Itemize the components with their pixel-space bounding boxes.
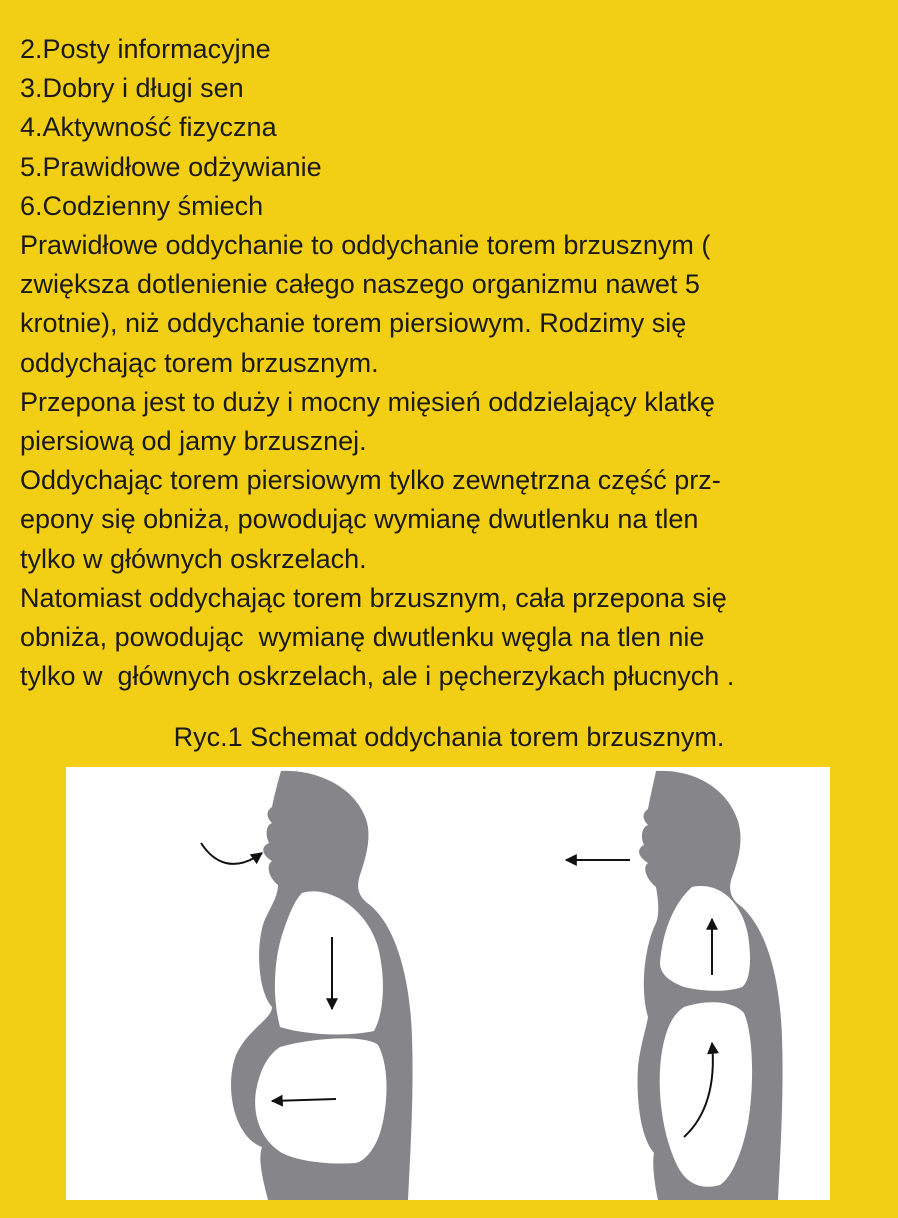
paragraph-line: Przepona jest to duży i mocny mięsień oddzielający klatkę <box>20 386 715 417</box>
paragraph-line: Prawidłowe oddychanie to oddychanie torem brzusznym ( <box>20 230 711 261</box>
list-item: 2.Posty informacyjne <box>20 34 271 64</box>
list-item: 4.Aktywność fizyczna <box>20 112 277 143</box>
paragraph-line: piersiową od jamy brzusznej. <box>20 426 367 457</box>
air-in-arrow <box>201 843 262 864</box>
paragraph-line: Natomiast oddychając torem brzusznym, cała przepona się <box>20 582 727 613</box>
paragraph-line: obniża, powodując wymianę dwutlenku węgla na tlen nie <box>20 622 705 653</box>
paragraph-line: zwiększa dotlenienie całego naszego organizmu nawet 5 <box>20 269 700 300</box>
paragraph-line: tylko w głównych oskrzelach, ale i pęcherzykach płucnych . <box>20 661 735 692</box>
paragraph-diaphragm <box>20 383 890 461</box>
exhale-figure <box>566 771 783 1200</box>
breathing-diagram <box>66 767 830 1200</box>
paragraph-line: krotnie), niż oddychanie torem piersiowym. Rodzimy się <box>20 308 687 339</box>
tips-list <box>20 30 890 226</box>
paragraph-line: epony się obniża, powodując wymianę dwutlenku na tlen <box>20 504 699 535</box>
paragraph-breathing <box>20 226 890 383</box>
list-item: 3.Dobry i długi sen <box>20 73 244 104</box>
article-text <box>20 30 890 696</box>
figure-caption: Ryc.1 Schemat oddychania torem brzusznym. <box>173 722 725 752</box>
paragraph-chest-breathing <box>20 461 890 579</box>
list-item: 6.Codzienny śmiech <box>20 190 264 221</box>
paragraph-abdominal-breathing <box>20 579 890 697</box>
inhale-figure <box>201 771 413 1200</box>
paragraph-line: Oddychając torem piersiowym tylko zewnętrzna część prz- <box>20 465 721 496</box>
paragraph-line: tylko w głównych oskrzelach. <box>20 543 367 574</box>
list-item: 5.Prawidłowe odżywianie <box>20 151 322 182</box>
paragraph-line: oddychając torem brzusznym. <box>20 347 379 378</box>
